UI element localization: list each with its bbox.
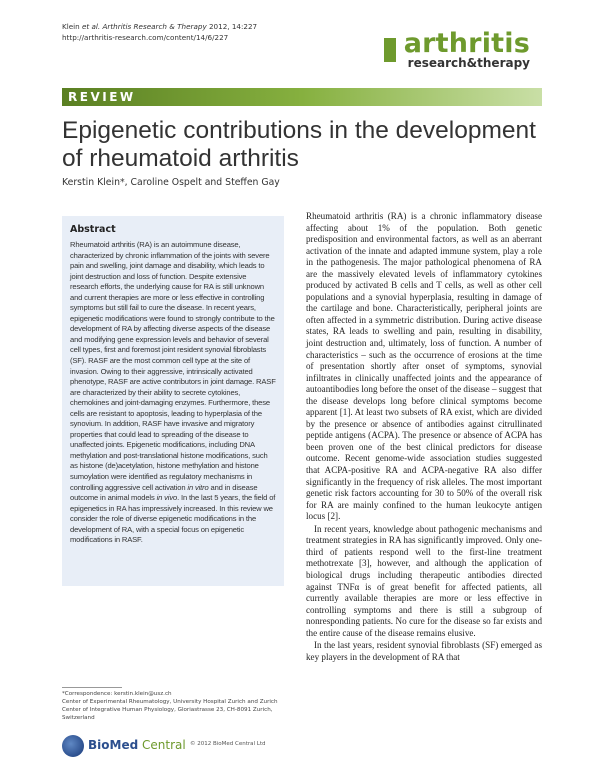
footnote-divider — [62, 687, 122, 688]
paragraph: Rheumatoid arthritis (RA) is a chronic inflammatory disease affecting about 1% of the population. Both genetic predisposition and environmental factors, as well as an aberrant activation of the innate and adapted immune system, play a role in the pathogenesis. The major pathological phenomena of RA are the massively elevated levels of inflammatory cytokines produced by activated B cells and T cells, as well as other cell populations and a synovial hyperplasia, resulting in damage of the cartilage and bone. Characteristically, peripheral joints are often affected in a symmetric distribution. During active disease states, RA leads to swelling and pain, resulting in disability, joint destruction and, ultimately, loss of function. A number of characteristics – such as the occurrence of erosions at the time of presentation shortly after onset of symptoms, synovial infiltrates in clinically unaffected joints and the appearance of autoantibodies long before the onset of the disease – suggest that the disease develops long before clinical symptoms become apparent [1]. At least two subsets of RA exist, which are divided by the presence or absence of antibodies against citrullinated peptide antigens (ACPA). The presence or absence of ACPA has been proven one of the best clinical predictors for disease outcome. Recent genome-wide association studies suggested that ACPA-positive RA and ACPA-negative RA also differ significantly in the frequency of risk alleles. The most important genetic risk factors accounting for 30 to 50% of the overall risk for RA are mainly confined to the human leukocyte antigen locus [2]. — [306, 211, 542, 522]
journal-logo — [384, 28, 530, 72]
correspondence[interactable]: *Correspondence: kerstin.klein@usz.ch — [62, 691, 172, 697]
section-label: REVIEW — [68, 90, 136, 104]
running-header — [62, 22, 257, 43]
affiliation: Center of Experimental Rheumatology, University Hospital Zurich and Zurich Center of Integrative Human Physiology, Gloriastrasse 23, CH-8091 Zurich, Switzerland — [62, 699, 278, 721]
citation-line: Klein et al. Arthritis Research & Therapy 2012, 14:227 — [62, 22, 258, 31]
abstract-text: Rheumatoid arthritis (RA) is an autoimmune disease, characterized by chronic inflammation of the joints with severe pain and swelling, joint damage and disability, which leads to joint destruction and loss of function. Despite extensive research efforts, the underlying cause for RA is still unknown and current therapies are more or less effective in controlling symptoms but still fail to cure the disease. In recent years, epigenetic modifications were found to strongly contribute to the development of RA by affecting diverse aspects of the disease and modifying gene expression levels and behavior of several cell types, first and foremost joint resident synovial fibroblasts (SF). RASF are the most common cell type at the site of invasion. Owing to their aggressive, intrinsically activated phenotype, RASF are active contributors in joint damage. RASF are characterized by their ability to secrete cytokines, chemokines and joint-damaging enzymes. Furthermore, these cells are resistant to apoptosis, leading to hyperplasia of the synovium. In addition, RASF have invasive and migratory properties that could lead to spreading of the disease to unaffected joints. Epigenetic modifications, including DNA methylation and post-translational histone modifications, such as histone (de)acetylation, histone methylation and histone sumoylation were identified as regulatory mechanisms in controlling aggressive cell activation in vitro and in disease outcome in animal models in vivo. In the last 5 years, the field of epigenetics in RA has impressively increased. In this review we consider the role of diverse epigenetic modifications in the development of RA, with a special focus on epigenetic modifications in RASF. — [70, 240, 276, 545]
paragraph: In the last years, resident synovial fibroblasts (SF) emerged as key players in the development of RA that — [306, 640, 542, 662]
article-title: Epigenetic contributions in the development of rheumatoid arthritis — [62, 117, 536, 172]
logo-wordmark-top: arthritis — [403, 28, 530, 59]
publisher-name: BioMed Central — [88, 738, 186, 752]
logo-wordmark-bottom: research&therapy — [407, 56, 530, 70]
copyright-notice: © 2012 BioMed Central Ltd — [190, 741, 266, 747]
article-url[interactable]: http://arthritis-research.com/content/14/6/227 — [62, 32, 229, 42]
abstract-heading: Abstract — [70, 224, 116, 235]
footnote — [62, 690, 284, 722]
body-text-column — [306, 211, 542, 663]
publisher-logo — [62, 734, 186, 758]
biomed-central-icon — [62, 735, 84, 757]
author-list: Kerstin Klein*, Caroline Ospelt and Steffen Gay — [62, 177, 280, 188]
paragraph: In recent years, knowledge about pathogenic mechanisms and treatment strategies in RA has significantly improved. Only one-third of patients respond well to the first-line treatment methotrexate [3], however, and although the application of biological drugs including therapeutic antibodies directed against TNFα is of great benefit for affected patients, all currently available therapies are more or less effective in controlling symptoms and there is still a subgroup of nonresponding patients. No cure for the disease so far exists and the entire cause of the disease remains elusive. — [306, 523, 542, 638]
